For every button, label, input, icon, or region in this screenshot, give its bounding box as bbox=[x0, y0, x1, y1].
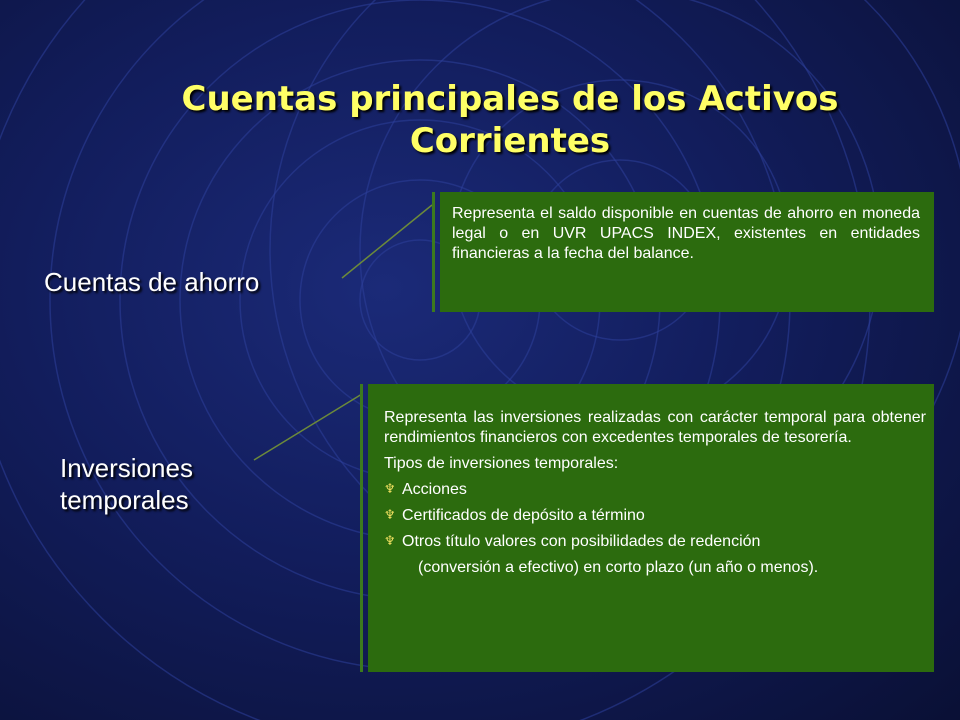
types-heading: Tipos de inversiones temporales: bbox=[384, 455, 619, 472]
savings-description-box bbox=[440, 192, 934, 312]
label-cuentas-ahorro: Cuentas de ahorro bbox=[44, 267, 260, 297]
title-line-2: Corrientes bbox=[409, 121, 611, 161]
type-otros: Otros título valores con posibilidades de redención bbox=[402, 533, 761, 550]
bullet-icon: ♆ bbox=[384, 482, 396, 497]
list-item bbox=[384, 480, 926, 500]
type-certificados: Certificados de depósito a término bbox=[402, 507, 645, 524]
investments-description: Representa las inversiones realizadas con carácter temporal para obtener rendimientos financieros con excedentes temporales de tesorería. bbox=[384, 409, 926, 446]
investments-description-box bbox=[368, 384, 934, 672]
label-line-2: temporales bbox=[60, 485, 189, 515]
savings-description: Representa el saldo disponible en cuentas de ahorro en moneda legal o en UVR UPACS INDEX, existentes en entidades financieras a la fecha del balance. bbox=[452, 205, 920, 262]
savings-box-edge bbox=[432, 192, 435, 312]
title-line-1: Cuentas principales de los Activos bbox=[181, 79, 839, 119]
type-acciones: Acciones bbox=[402, 481, 467, 498]
bullet-icon: ♆ bbox=[384, 534, 396, 549]
label-line-1: Inversiones bbox=[60, 453, 193, 483]
bullet-icon: ♆ bbox=[384, 508, 396, 523]
slide-title bbox=[60, 78, 960, 162]
list-item bbox=[384, 532, 926, 552]
investments-box-edge bbox=[360, 384, 363, 672]
label-inversiones-temporales bbox=[60, 452, 193, 516]
list-item bbox=[384, 506, 926, 526]
types-continuation: (conversión a efectivo) en corto plazo (un año o menos). bbox=[418, 559, 819, 576]
